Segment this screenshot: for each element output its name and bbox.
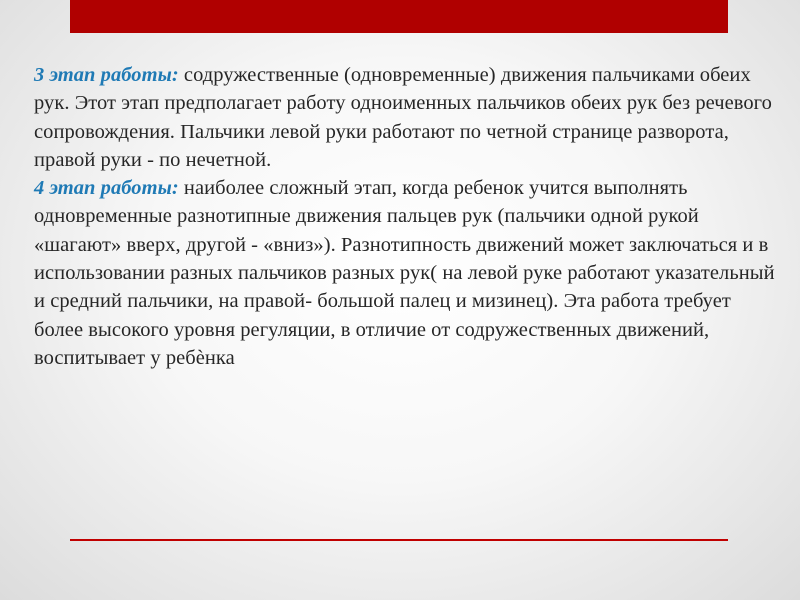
stage4-heading: 4 этап работы: bbox=[34, 177, 179, 200]
slide-body bbox=[34, 61, 784, 372]
stage4-paragraph bbox=[34, 174, 784, 372]
stage3-paragraph bbox=[34, 61, 784, 174]
top-accent-bar bbox=[70, 0, 728, 33]
bottom-divider bbox=[70, 539, 728, 541]
stage3-heading: 3 этап работы: bbox=[34, 64, 179, 86]
stage3-text: содружественные (одновременные) движения пальчиками обеих рук. Этот этап предполагает работу одноименных пальчиков обеих рук без речевого сопровождения. Пальчики левой руки работают по четной странице разворота, правой руки - по нечетной. bbox=[34, 64, 772, 171]
stage4-text: наиболее сложный этап, когда ребенок учится выполнять одновременные разнотипные движения пальцев рук (пальчики одной рукой «шагают» вверх, другой - «вниз»). Разнотипность движений может заключаться и в использовании разных пальчиков разных рук( на левой руке работают указательный и средний пальчики, на правой- большой палец и мизинец). Эта работа требует более высокого уровня регуляции, в отличие от содружественных движений, воспитывает у ребѐнка bbox=[34, 177, 775, 369]
